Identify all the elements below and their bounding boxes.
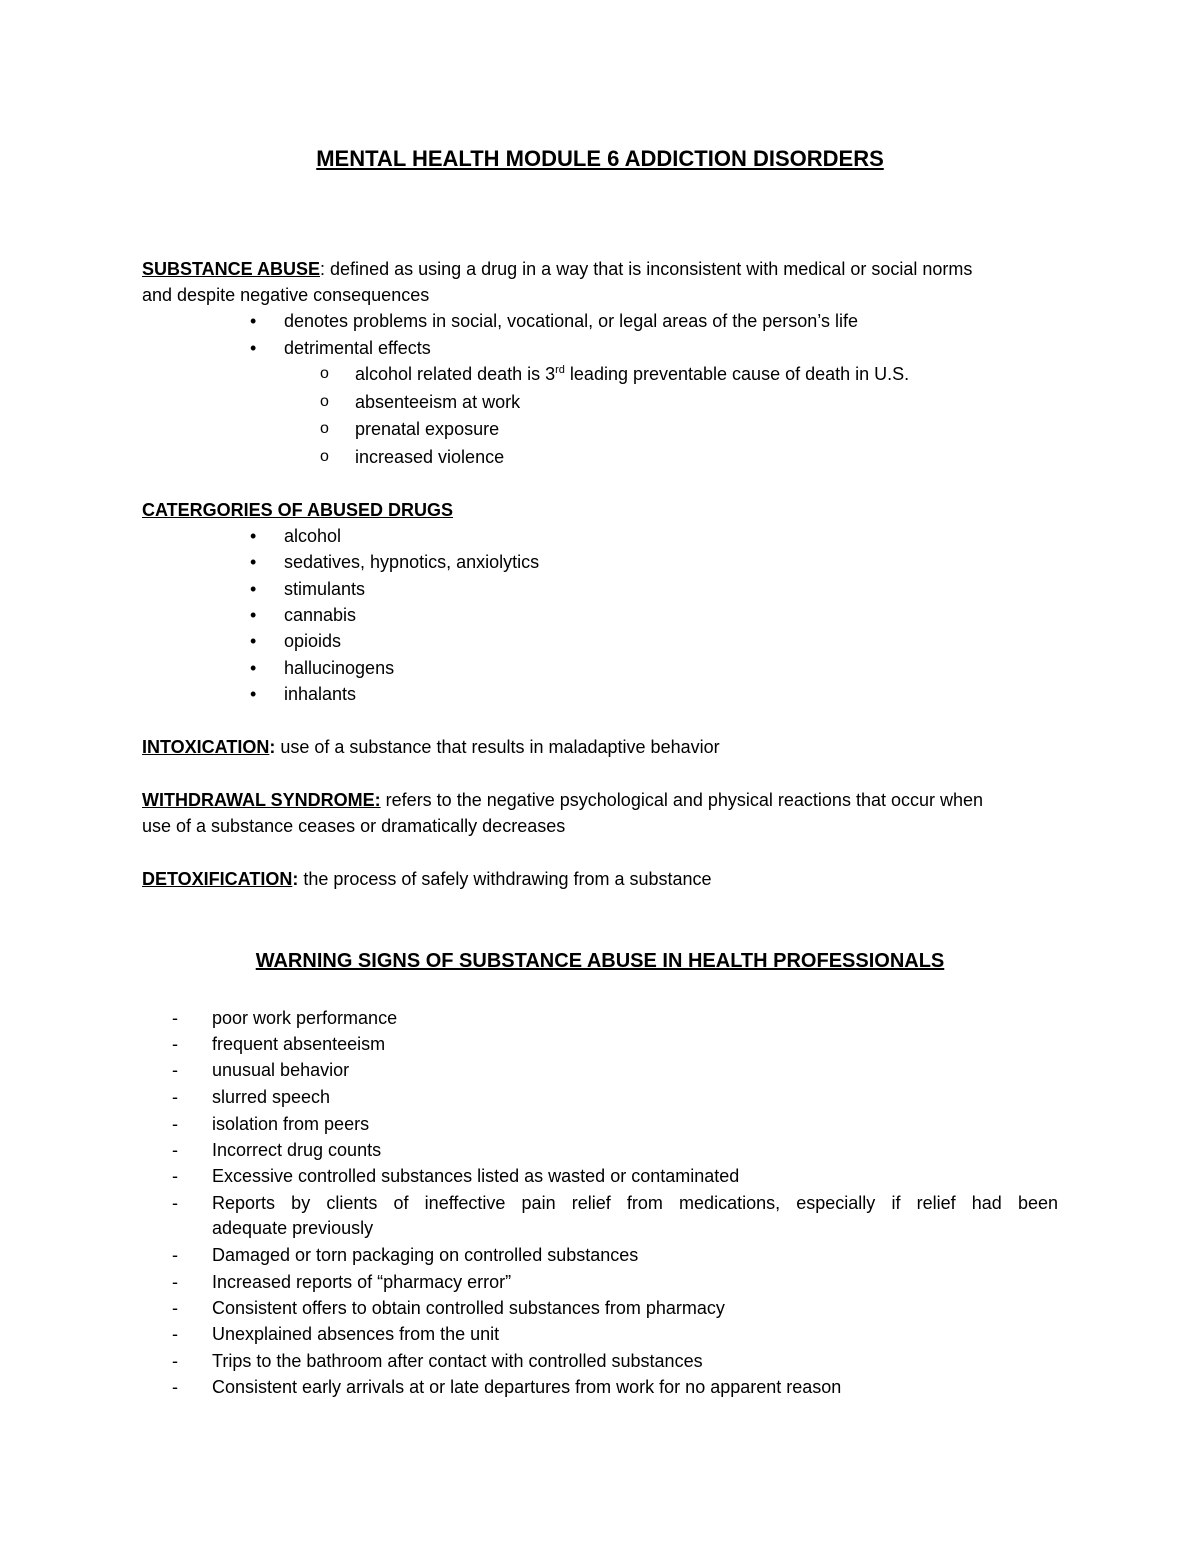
withdrawal-definition: WITHDRAWAL SYNDROME: refers to the negative psychological and physical reactions that occur when [142, 790, 984, 810]
dash-icon: - [172, 1087, 178, 1107]
dash-icon: - [172, 1060, 178, 1080]
detox-definition: DETOXIFICATION: the process of safely withdrawing from a substance [142, 869, 712, 889]
bullet-icon: • [250, 605, 257, 625]
bullet-icon: • [250, 338, 257, 358]
substance-abuse-text: defined as using a drug in a way that is inconsistent with medical or social norms [325, 259, 973, 279]
intoxication-definition: INTOXICATION: use of a substance that results in maladaptive behavior [142, 737, 720, 757]
dash-icon: - [172, 1324, 178, 1344]
list-item-cont: adequate previously [212, 1218, 374, 1238]
dash-icon: - [172, 1377, 178, 1397]
circle-bullet-icon: o [320, 448, 329, 465]
dash-icon: - [172, 1298, 178, 1318]
dash-icon: - [172, 1272, 178, 1292]
dash-icon: - [172, 1193, 178, 1213]
bullet-icon: • [250, 684, 257, 704]
substance-abuse-text-cont: and despite negative consequences [142, 285, 430, 305]
bullet-icon: • [250, 631, 257, 651]
substance-abuse-definition: SUBSTANCE ABUSE: defined as using a drug in a way that is inconsistent with medical or social norms [142, 259, 973, 279]
circle-bullet-icon: o [320, 393, 329, 410]
substance-abuse-term: SUBSTANCE ABUSE [142, 259, 321, 279]
warning-heading: WARNING SIGNS OF SUBSTANCE ABUSE IN HEALTH PROFESSIONALS [255, 950, 945, 972]
intoxication-term: INTOXICATION [142, 737, 270, 757]
withdrawal-term: WITHDRAWAL SYNDROME: [142, 790, 381, 810]
page-title: MENTAL HEALTH MODULE 6 ADDICTION DISORDERS [316, 146, 884, 171]
bullet-icon: • [250, 311, 257, 331]
bullet-icon: • [250, 658, 257, 678]
dash-icon: - [172, 1008, 178, 1028]
document-page: MENTAL HEALTH MODULE 6 ADDICTION DISORDERS SUBSTANCE ABUSE: defined as using a drug in a way that is inconsistent with medical or social norms and despite negative consequences • denotes problems in social, vocational, or legal areas of the person’s life • detrimental effects o alcohol related death is 3rd leading preventable cause of death in U.S. o absenteeism at work o prenatal exposure o increased violence CATERGORIES OF ABUSED DRUGS • alcohol • sedatives, hypnotics, anxiolytics • stimulants • cannabis • opioids • hallucinogens • inhalants INTOXICATION: use of a substance that results in maladaptive behavior WITHDRAWAL SYNDROME: refers to the negative psychological and physical reactions that occur when use of a substance ceases or dramatically decreases DETOXIFICATION: the process of safely withdrawing from a substance WARNING SIGNS OF SUBSTANCE ABUSE IN HEALTH PROFESSIONALS - poor work performance - frequent absenteeism - unusual behavior - slurred speech - isolation from peers - Incorrect drug counts - Excessive controlled substances listed as wasted or contaminated - Reports by clients of ineffective pain relief from medications, especially if relief had been adequate previously - Damaged or torn packaging on controlled substances - Increased reports of “pharmacy error” - Consistent offers to obtain controlled substances from pharmacy - Unexplained absences from the unit - Trips to the bathroom after contact with controlled substances - Consistent early arrivals at or late departures from work for no apparent reason [0, 0, 1200, 1553]
bullet-icon: • [250, 579, 257, 599]
bullet-icon: • [250, 526, 257, 546]
dash-icon: - [172, 1034, 178, 1054]
detox-term: DETOXIFICATION [142, 869, 293, 889]
categories-heading: CATERGORIES OF ABUSED DRUGS [142, 500, 454, 520]
bullet-icon: • [250, 552, 257, 572]
withdrawal-text-cont: use of a substance ceases or dramatically decreases [142, 816, 566, 836]
circle-bullet-icon: o [320, 365, 329, 382]
dash-icon: - [172, 1166, 178, 1186]
dash-icon: - [172, 1351, 178, 1371]
dash-icon: - [172, 1114, 178, 1134]
dash-icon: - [172, 1245, 178, 1265]
circle-bullet-icon: o [320, 420, 329, 437]
dash-icon: - [172, 1140, 178, 1160]
